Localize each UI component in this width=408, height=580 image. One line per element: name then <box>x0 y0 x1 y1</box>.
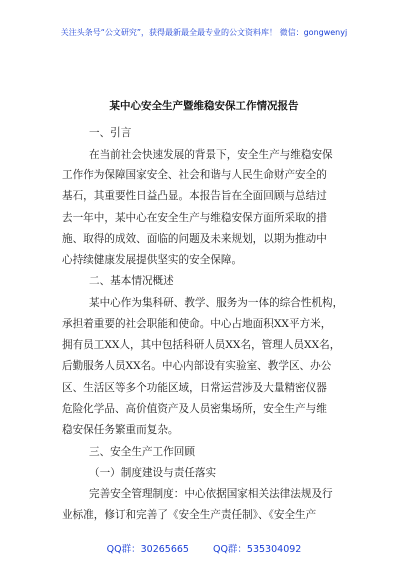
body-line: 工作作为保障国家安全、社会和谐与人民生命财产安全的 <box>62 169 327 181</box>
body-line: 拥有员工XX人，其中包括科研人员XX名，管理人员XX名， <box>62 339 341 351</box>
body-line: 施、取得的成效、面临的问题及未来规划，以期为推动中 <box>62 233 327 245</box>
body-line: 基石，其重要性日益凸显。本报告旨在全面回顾与总结过 <box>62 190 327 202</box>
body-line: 完善安全管理制度：中心依据国家相关法律法规及行 <box>89 488 333 500</box>
body-line: 业标准，修订和完善了《安全生产责任制》、《安全生产 <box>62 509 317 521</box>
body-line: 稳安保任务繁重而复杂。 <box>62 424 179 436</box>
body-line: 区、生活区等多个功能区域，日常运营涉及大量精密仪器 <box>62 382 327 394</box>
body-line: 后勤服务人员XX名。中心内部设有实验室、教学区、办公 <box>62 360 332 372</box>
body-line: 心持续健康发展提供坚实的安全保障。 <box>62 254 243 266</box>
body-line: 承担着重要的社会职能和使命。中心占地面积XX平方米， <box>62 318 332 330</box>
body-line: 危险化学品、高价值资产及人员密集场所，安全生产与维 <box>62 403 327 415</box>
section-heading: 三、安全生产工作回顾 <box>89 446 195 458</box>
body-line: 某中心作为集科研、教学、服务为一体的综合性机构， <box>89 297 344 309</box>
qq-group-1: QQ群：30265665 <box>106 544 189 555</box>
body-line: 去一年中，某中心在安全生产与维稳安保方面所采取的措 <box>62 212 327 224</box>
header-banner: 关注头条号“公文研究”，获得最新最全最专业的公文资料库！ 微信：gongwenyj <box>60 28 348 37</box>
document-title: 某中心安全生产暨维稳安保工作情况报告 <box>109 100 299 112</box>
qq-group-2: QQ群：535304092 <box>212 544 302 555</box>
section-heading: 一、引言 <box>89 127 132 139</box>
footer-qq-groups <box>0 541 408 555</box>
subsection-heading: （一）制度建设与责任落实 <box>89 467 217 479</box>
body-line: 在当前社会快速发展的背景下，安全生产与维稳安保 <box>89 149 333 161</box>
section-heading: 二、基本情况概述 <box>89 275 174 287</box>
